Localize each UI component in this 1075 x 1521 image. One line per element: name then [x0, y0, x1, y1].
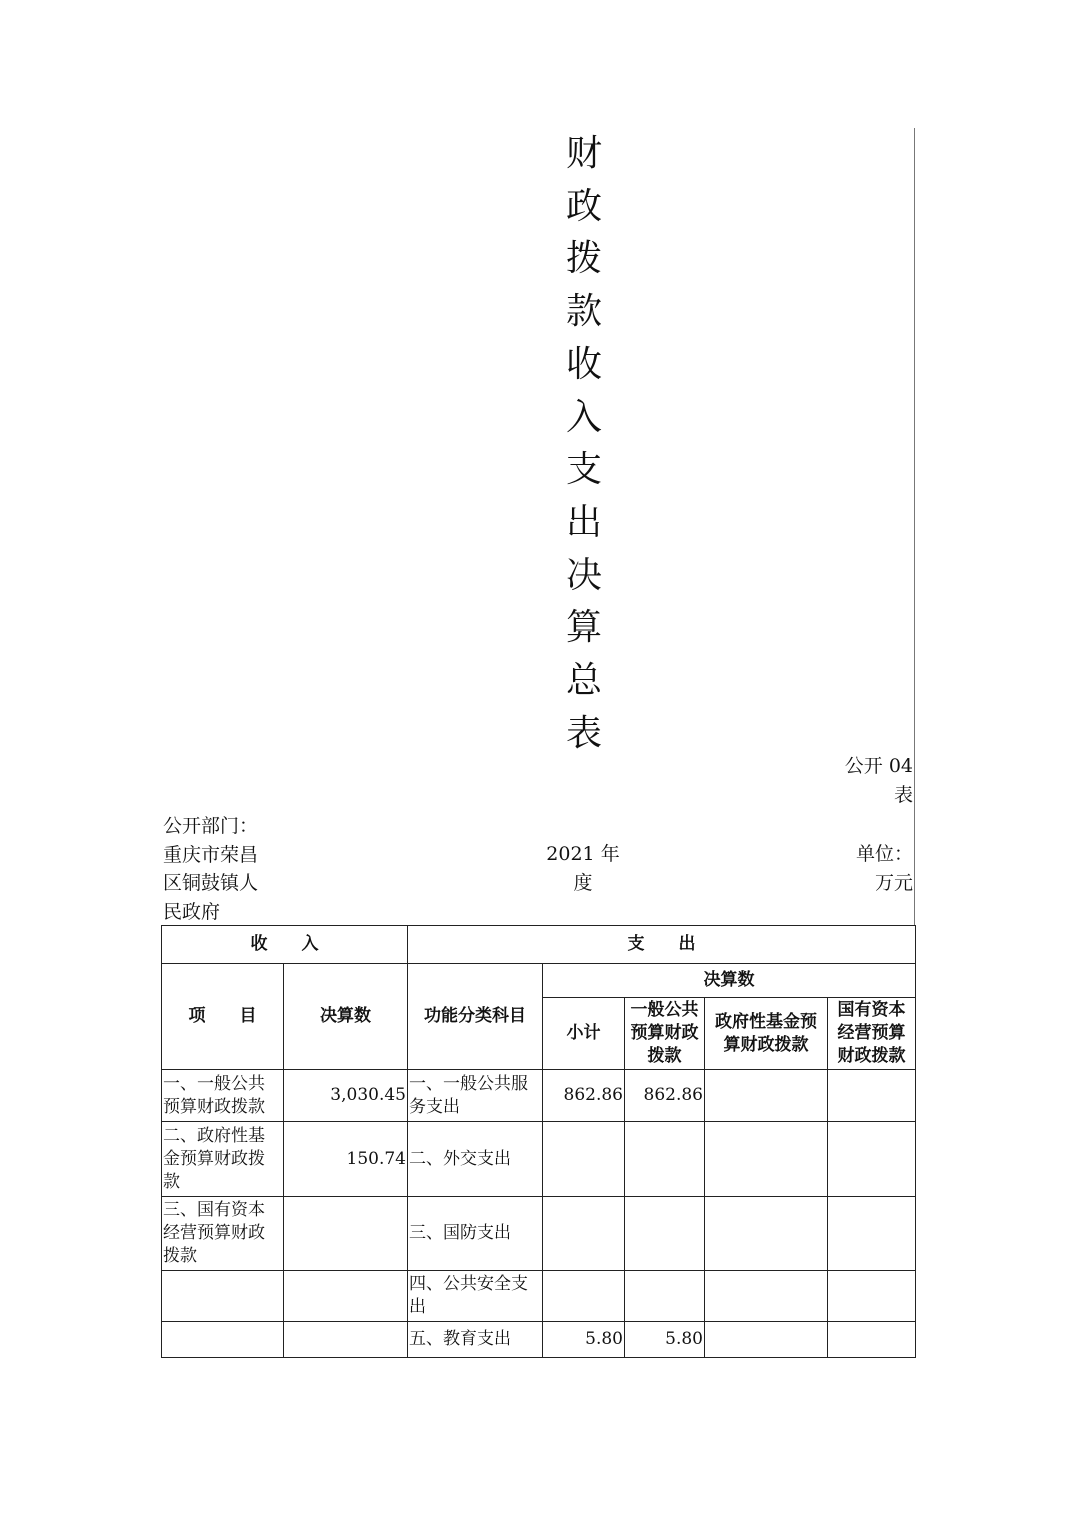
- cell-general: [625, 1271, 705, 1322]
- cell-gov-fund: [705, 1070, 828, 1122]
- col-header-function: 功能分类科目: [408, 964, 543, 1070]
- cell-function: 五、教育支出: [408, 1322, 543, 1358]
- cell-subtotal: 5.80: [543, 1322, 625, 1358]
- fiscal-year: 2021 年 度: [546, 843, 620, 894]
- table-row: [162, 1122, 916, 1197]
- col-header-budget: 决算数: [543, 964, 916, 998]
- cell-general: [625, 1197, 705, 1271]
- cell-function: 四、公共安全支 出: [408, 1271, 543, 1322]
- col-header-state-capital: 国有资本 经营预算 财政拨款: [828, 998, 916, 1070]
- cell-state-capital: [828, 1122, 916, 1197]
- cell-subtotal: 862.86: [543, 1070, 625, 1122]
- col-header-general: 一般公共 预算财政 拨款: [625, 998, 705, 1070]
- col-header-subtotal: 小计: [543, 998, 625, 1070]
- cell-state-capital: [828, 1322, 916, 1358]
- col-header-item: 项 目: [162, 964, 284, 1070]
- cell-gov-fund: [705, 1197, 828, 1271]
- table-row: [162, 1070, 916, 1122]
- appropriation-table: [161, 925, 916, 1358]
- cell-state-capital: [828, 1070, 916, 1122]
- cell-general: [625, 1122, 705, 1197]
- document-title: 财 政 拨 款 收 入 支 出 决 算 总 表: [565, 133, 602, 754]
- department-label: 公开部门： 重庆市荣昌 区铜鼓镇人 民政府: [163, 815, 259, 923]
- cell-amount: 150.74: [284, 1122, 408, 1197]
- cell-general: 5.80: [625, 1322, 705, 1358]
- cell-general: 862.86: [625, 1070, 705, 1122]
- form-number: 公开 04 表: [844, 755, 913, 806]
- cell-gov-fund: [705, 1271, 828, 1322]
- cell-amount: [284, 1271, 408, 1322]
- cell-gov-fund: [705, 1322, 828, 1358]
- cell-amount: [284, 1197, 408, 1271]
- cell-gov-fund: [705, 1122, 828, 1197]
- income-header: 收 入: [162, 926, 408, 964]
- cell-function: 二、外交支出: [408, 1122, 543, 1197]
- cell-state-capital: [828, 1271, 916, 1322]
- unit-label: 单位： 万元: [855, 843, 913, 894]
- col-header-amount: 决算数: [284, 964, 408, 1070]
- cell-item: 三、国有资本 经营预算财政 拨款: [162, 1197, 284, 1271]
- cell-item: 二、政府性基 金预算财政拨 款: [162, 1122, 284, 1197]
- cell-amount: 3,030.45: [284, 1070, 408, 1122]
- cell-subtotal: [543, 1271, 625, 1322]
- table-row: [162, 1271, 916, 1322]
- expense-header: 支 出: [408, 926, 916, 964]
- cell-subtotal: [543, 1122, 625, 1197]
- cell-item: [162, 1271, 284, 1322]
- cell-amount: [284, 1322, 408, 1358]
- cell-subtotal: [543, 1197, 625, 1271]
- cell-item: 一、一般公共 预算财政拨款: [162, 1070, 284, 1122]
- cell-function: 三、国防支出: [408, 1197, 543, 1271]
- cell-state-capital: [828, 1197, 916, 1271]
- cell-function: 一、一般公共服 务支出: [408, 1070, 543, 1122]
- right-border-line: [914, 128, 915, 926]
- table-row: [162, 1322, 916, 1358]
- cell-item: [162, 1322, 284, 1358]
- table-row: [162, 1197, 916, 1271]
- col-header-gov-fund: 政府性基金预 算财政拨款: [705, 998, 828, 1070]
